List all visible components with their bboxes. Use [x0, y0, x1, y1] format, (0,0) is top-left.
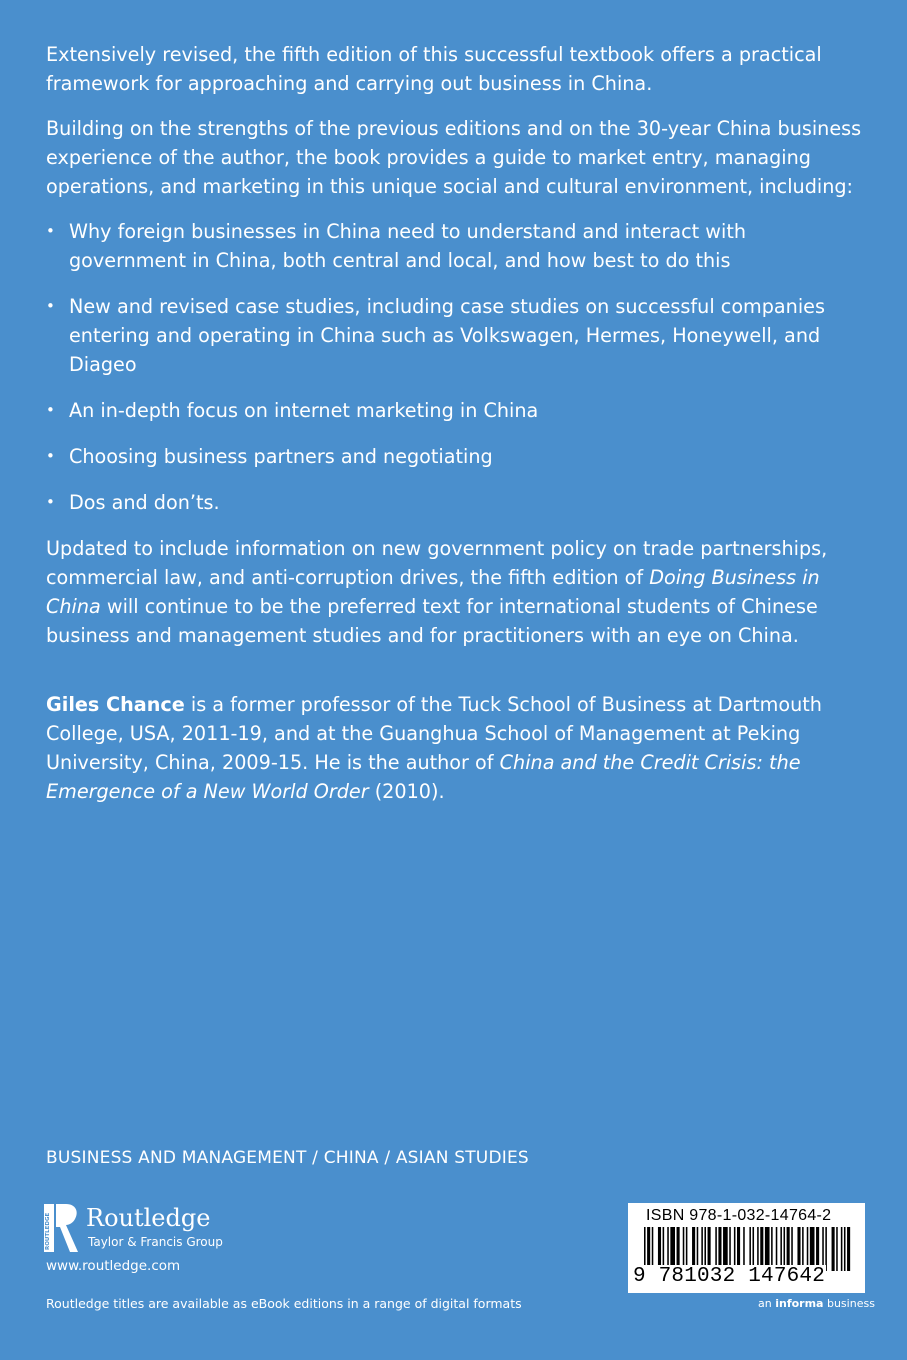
book-title: Doing Business in China	[46, 566, 820, 618]
list-item: • Why foreign businesses in China need to understand and interact with government in China, both central and local, and how best to do this	[46, 217, 864, 275]
intro-paragraph-2: Building on the strengths of the previous editions and on the 30-year China business experience of the author, the book provides a guide to market entry, managing operations, and marketing in this unique social and cultural environment, including:	[46, 117, 862, 198]
barcode-bar	[832, 1227, 835, 1271]
author-bio: Giles Chance is a former professor of the Tuck School of Business at Dartmouth College, USA, 2011-19, and at the Guanghua School of Management at Peking University, China, 2009-15. He is the author of China and the Credit Crisis: the Emergence of a New World Order (2010).	[46, 693, 822, 803]
barcode-bar	[844, 1227, 846, 1271]
subject-category: BUSINESS AND MANAGEMENT / CHINA / ASIAN STUDIES	[46, 1148, 529, 1168]
other-book-title: China and the Credit Crisis: the Emergence of a New World Order	[46, 751, 801, 803]
bullet-icon: •	[46, 222, 55, 240]
list-item: • Choosing business partners and negotiating	[46, 442, 864, 471]
ean-digits: 9 781032 147642	[633, 1265, 826, 1288]
bullet-icon: •	[46, 493, 55, 511]
barcode-bar	[841, 1227, 843, 1271]
publisher-group: Taylor & Francis Group	[88, 1235, 223, 1249]
author-name: Giles Chance	[46, 693, 185, 716]
publisher-name: Routledge	[86, 1204, 211, 1232]
informa-business: an informa business	[758, 1297, 875, 1310]
publisher-url[interactable]: www.routledge.com	[46, 1258, 181, 1274]
informa-brand: informa	[775, 1297, 824, 1310]
routledge-logo	[42, 1202, 242, 1254]
isbn-number: ISBN 978-1-032-14764-2	[646, 1207, 832, 1224]
list-item: • An in-depth focus on internet marketing in China	[46, 396, 864, 425]
back-cover-text	[46, 40, 864, 666]
bullet-icon: •	[46, 447, 55, 465]
list-item: • New and revised case studies, including case studies on successful companies entering and operating in China such as Volkswagen, Hermes, Honeywell, and Diageo	[46, 292, 864, 379]
intro-paragraph-1: Extensively revised, the fifth edition of this successful textbook offers a practical framework for approaching and carrying out business in China.	[46, 43, 822, 95]
bullet-icon: •	[46, 401, 55, 419]
routledge-vertical-label: ROUTLEDGE	[45, 1212, 51, 1250]
closing-paragraph: Updated to include information on new government policy on trade partnerships, commercial law, and anti-corruption drives, the fifth edition of Doing Business in China will continue to be the preferred text for international students of Chinese business and management studies and for practitioners with an eye on China.	[46, 537, 828, 647]
ebook-note: Routledge titles are available as eBook editions in a range of digital formats	[46, 1296, 522, 1311]
feature-list	[46, 217, 864, 517]
bullet-icon: •	[46, 297, 55, 315]
barcode-bar	[847, 1227, 850, 1271]
barcode-bar	[836, 1227, 838, 1271]
isbn-barcode	[628, 1203, 865, 1293]
routledge-logo-icon	[42, 1202, 80, 1254]
list-item: • Dos and don’ts.	[46, 488, 864, 517]
